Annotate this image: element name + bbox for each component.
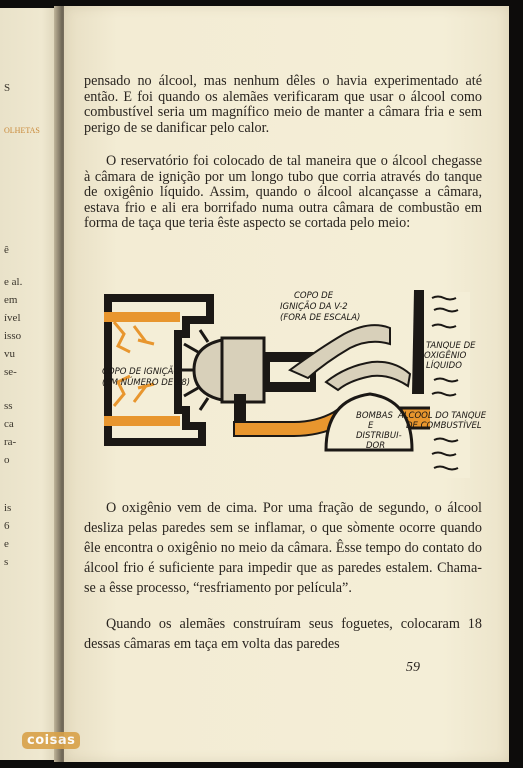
left-page-fragment: s	[4, 556, 9, 568]
svg-text:DE COMBUSTÍVEL: DE COMBUSTÍVEL	[406, 421, 482, 431]
paragraph-3: O oxigênio vem de cima. Por uma fração de segundo, o álcool desliza pelas paredes sem se inflamar, o que sòmente ocorre quando êle encontra o oxigênio no meio da câmara. Êsse tempo do contato do álcool frio é suficiente para impedir que as paredes estalem. Chama-se a êsse processo, “resfriamento por película”.	[84, 500, 482, 596]
left-page-fragment: ível	[4, 312, 21, 324]
ignition-cup-diagram	[94, 282, 487, 482]
svg-text:E: E	[368, 421, 374, 431]
label-copo-v2: COPO DE	[294, 291, 334, 301]
left-page-fragment: OLHETAS	[4, 126, 40, 135]
label-alcool-tanque: ÁLCOOL DO TANQUE	[398, 411, 487, 421]
left-page-fragment: is	[4, 502, 12, 514]
watermark-logo: coisas	[22, 732, 80, 749]
svg-text:OXIGÊNIO: OXIGÊNIO	[424, 351, 467, 361]
svg-text:(EM NÚMERO DE 18): (EM NÚMERO DE 18)	[102, 378, 191, 388]
oxygen-tank-wall	[412, 290, 470, 478]
left-page-fragment: S	[4, 82, 11, 94]
svg-text:(FORA DE ESCALA): (FORA DE ESCALA)	[280, 313, 361, 323]
left-page-fragment: o	[4, 454, 10, 466]
left-page-edge	[0, 8, 60, 760]
left-page-fragment: se-	[4, 366, 17, 378]
svg-text:DOR: DOR	[366, 441, 386, 451]
left-page-fragment: 6	[4, 520, 10, 532]
svg-text:LÍQUIDO: LÍQUIDO	[426, 361, 462, 371]
paragraph-2: O reservatório foi colocado de tal maneira que o álcool chegasse à câmara de ignição por um longo tubo que corria através do tanque de oxigênio líquido. Assim, quando o álcool alcançasse a câmara, estava frio e ali era borrifado numa outra câmara de combustão em forma de taça que teria êste aspecto se cortada pelo meio:	[84, 153, 482, 232]
left-page-fragment: e	[4, 538, 9, 550]
left-page-fragment: ss	[4, 400, 13, 412]
svg-text:DISTRIBUI-: DISTRIBUI-	[356, 431, 402, 441]
label-copo-18: COPO DE IGNIÇÃO	[102, 367, 181, 377]
left-page-fragment: ca	[4, 418, 14, 430]
paragraph-1: pensado no álcool, mas nenhum dêles o havia experimentado até então. E foi quando os alemães verificaram que usar o álcool como combustível seria um magnífico meio de manter a câmara fria e sem perigo de se danificar pelo calor.	[84, 73, 482, 136]
orange-wall-bottom	[104, 416, 180, 426]
left-page-fragment: isso	[4, 330, 22, 342]
page-number: 59	[406, 660, 420, 675]
ignition-cup	[180, 330, 264, 410]
left-page-fragment: ê	[4, 244, 9, 256]
pump-and-distributor	[326, 394, 412, 451]
svg-text:IGNIÇÃO DA V-2: IGNIÇÃO DA V-2	[280, 302, 348, 312]
paragraph-4: Quando os alemães construíram seus foguetes, colocaram 18 dessas câmaras em taça em volta das paredes	[84, 616, 482, 652]
left-page-fragment: ra-	[4, 436, 17, 448]
label-tanque-oxigenio: TANQUE DE	[426, 341, 476, 351]
left-page-fragment: em	[4, 294, 18, 306]
left-page-fragment: e al.	[4, 276, 23, 288]
svg-text:BOMBAS: BOMBAS	[356, 411, 393, 421]
orange-wall-top	[104, 312, 180, 322]
left-page-fragment: vu	[4, 348, 15, 360]
book-page	[64, 6, 509, 762]
